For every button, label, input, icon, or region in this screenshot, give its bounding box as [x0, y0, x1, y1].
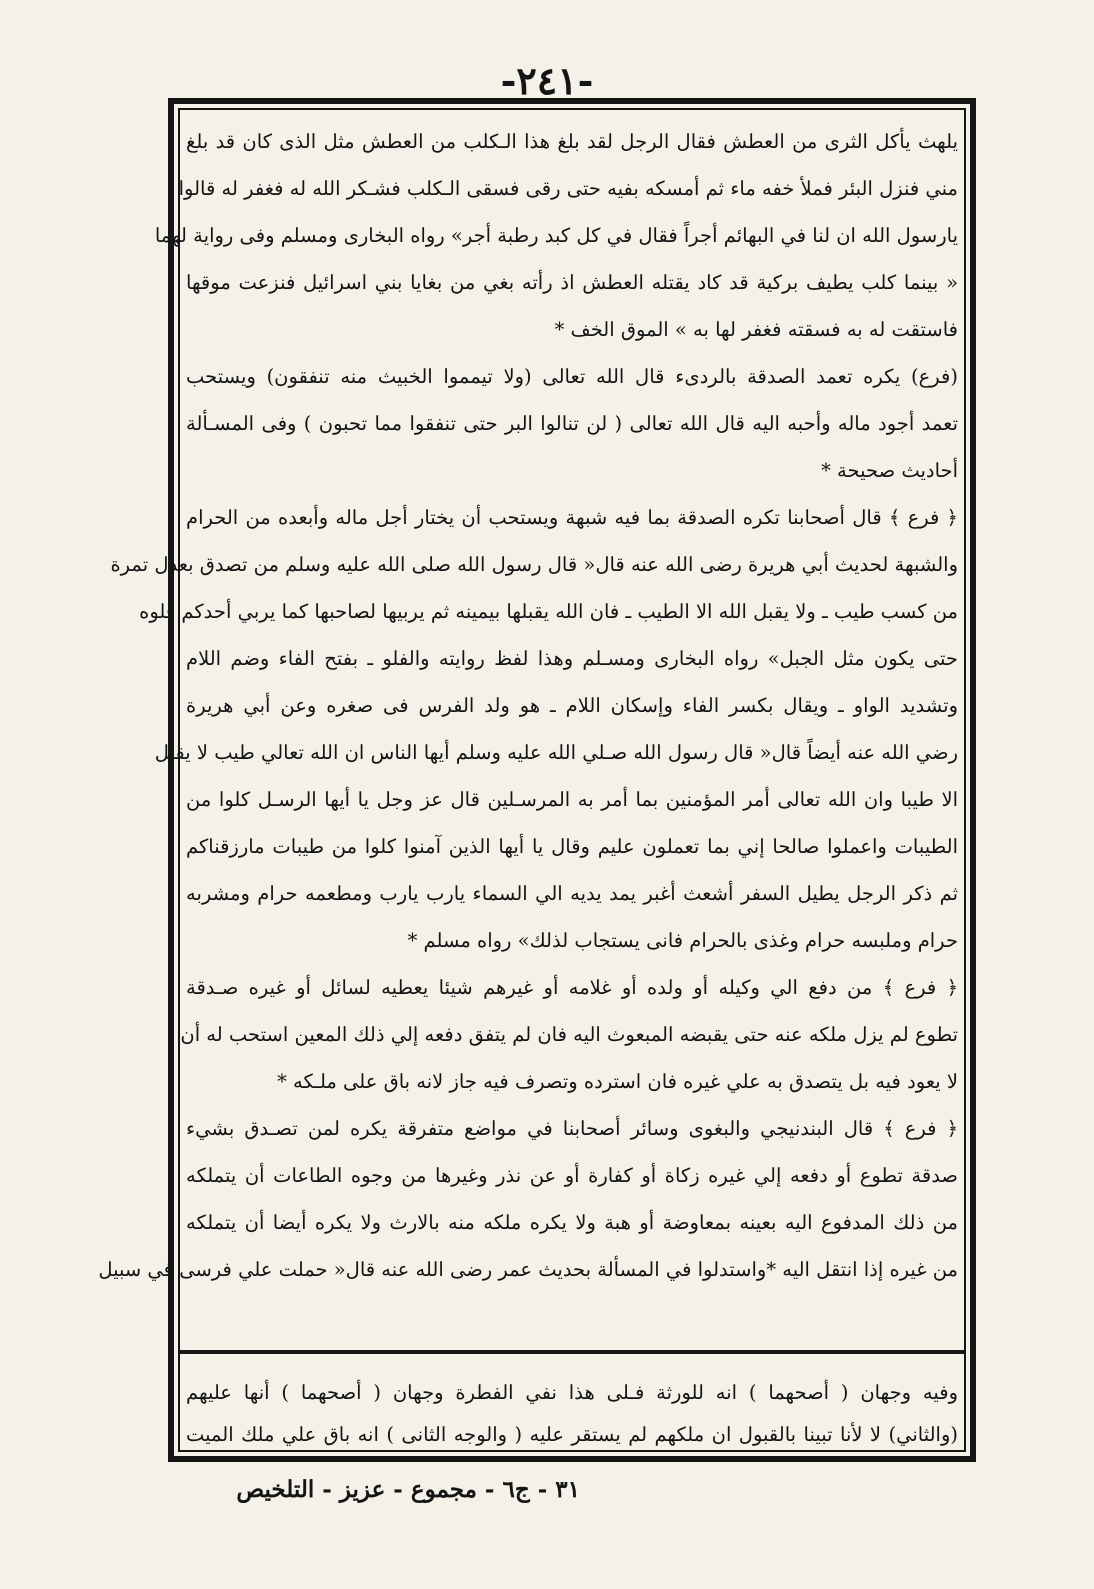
text-line: من كسب طيب ـ ولا يقبل الله الا الطيب ـ فان الله يقبلها بيمينه ثم يربيها لصاحبها كما يربي أحدكم فلوه [139, 600, 958, 623]
text-line: حرام وملبسه حرام وغذى بالحرام فانى يستجاب لذلك» رواه مسلم * [407, 929, 958, 952]
footnote-line: وفيه وجهان ( أصحهما ) انه للورثة فـلى هذا نفي الفطرة وجهان ( أصحهما ) أنها عليهم [186, 1381, 958, 1404]
text-line: الطيبات واعملوا صالحا إني بما تعملون عليم وقال يا أيها الذين آمنوا كلوا من طيبات مارزقناكم [186, 835, 958, 858]
text-line: يلهث يأكل الثرى من العطش فقال الرجل لقد بلغ هذا الـكلب من العطش مثل الذى كان قد بلغ [186, 130, 958, 153]
text-line: ﴿ فرع ﴾ من دفع الي وكيله أو ولده أو غلامه أو غيرهم شيئا يعطيه لسائل أو غيره صـدقة [186, 976, 958, 999]
text-line: أحاديث صحيحة * [821, 459, 958, 482]
text-line: تعمد أجود ماله وأحبه اليه قال الله تعالى ( لن تنالوا البر حتى تنفقوا مما تحبون ) وفى المسـألة [186, 412, 958, 435]
text-line: (فرع) يكره تعمد الصدقة بالردىء قال الله تعالى (ولا تيمموا الخبيث منه تنفقون) ويستحب [186, 365, 958, 388]
text-line: وتشديد الواو ـ ويقال بكسر الفاء وإسكان اللام ـ هو ولد الفرس فى صغره وعن أبي هريرة [186, 694, 958, 717]
text-line: من ذلك المدفوع اليه بعينه بمعاوضة أو هبة ولا يكره ملكه منه بالارث ولا يكره أيضا أن يتملكه [186, 1211, 958, 1234]
text-line: ثم ذكر الرجل يطيل السفر أشعث أغبر يمد يديه الي السماء يارب يارب ومطعمه حرام ومشربه [186, 882, 958, 905]
signature-line: ٣١ - ج٦ - مجموع - عزيز - التلخيص [236, 1476, 580, 1503]
footnote-separator [180, 1350, 964, 1354]
footnote-line: (والثاني) لا لأنا تبينا بالقبول ان ملكهم لم يستقر عليه ( والوجه الثانى ) انه باق علي ملك الميت [186, 1423, 958, 1446]
text-line: يارسول الله ان لنا في البهائم أجراً فقال في كل كبد رطبة أجر» رواه البخارى ومسلم وفى رواية لهما [154, 224, 958, 247]
main-text [98, 118, 958, 1342]
text-line: حتى يكون مثل الجبل» رواه البخارى ومسـلم وهذا لفظ روايته والفلو ـ بفتح الفاء وضم اللام [186, 647, 958, 670]
footnotes [186, 1372, 958, 1456]
text-line: والشبهة لحديث أبي هريرة رضى الله عنه قال« قال رسول الله صلى الله عليه وسلم من تصدق بعدل تمرة [110, 553, 958, 576]
text-line: تطوع لم يزل ملكه عنه حتى يقبضه المبعوث اليه فان لم يتفق دفعه إلي ذلك المعين استحب له أن [180, 1023, 958, 1046]
text-line: رضي الله عنه أيضاً قال« قال رسول الله صـلي الله عليه وسلم أيها الناس ان الله تعالي طيب لا يقبل [154, 741, 958, 764]
page-number: -٢٤١- [500, 58, 594, 103]
text-line: ﴿ فرع ﴾ قال أصحابنا تكره الصدقة بما فيه شبهة ويستحب أن يختار أجل ماله وأبعده من الحرام [186, 506, 958, 529]
text-line: من غيره إذا انتقل اليه *واستدلوا في المسألة بحديث عمر رضى الله عنه قال« حملت علي فرسى في سبيل [98, 1258, 958, 1281]
text-line: الا طيبا وان الله تعالى أمر المؤمنين بما أمر به المرسـلين قال عز وجل يا أيها الرسـل كلوا من [186, 788, 958, 811]
text-line: « بينما كلب يطيف بركية قد كاد يقتله العطش اذ رأته بغي من بغايا بني اسرائيل فنزعت موقها [186, 271, 958, 294]
text-line: لا يعود فيه بل يتصدق به علي غيره فان استرده وتصرف فيه جاز لانه باق على ملـكه * [277, 1070, 958, 1093]
text-line: فاستقت له به فسقته فغفر لها به » الموق الخف * [554, 318, 958, 341]
text-line: صدقة تطوع أو دفعه إلي غيره زكاة أو كفارة أو عن نذر وغيرها من وجوه الطاعات أن يتملكه [186, 1164, 958, 1187]
text-line: مني فنزل البئر فملأ خفه ماء ثم أمسكه بفيه حتى رقى فسقى الـكلب فشـكر الله له فغفر له قالوا [178, 177, 958, 200]
text-line: ﴿ فرع ﴾ قال البندنيجي والبغوى وسائر أصحابنا في مواضع متفرقة يكره لمن تصـدق بشيء [186, 1117, 958, 1140]
